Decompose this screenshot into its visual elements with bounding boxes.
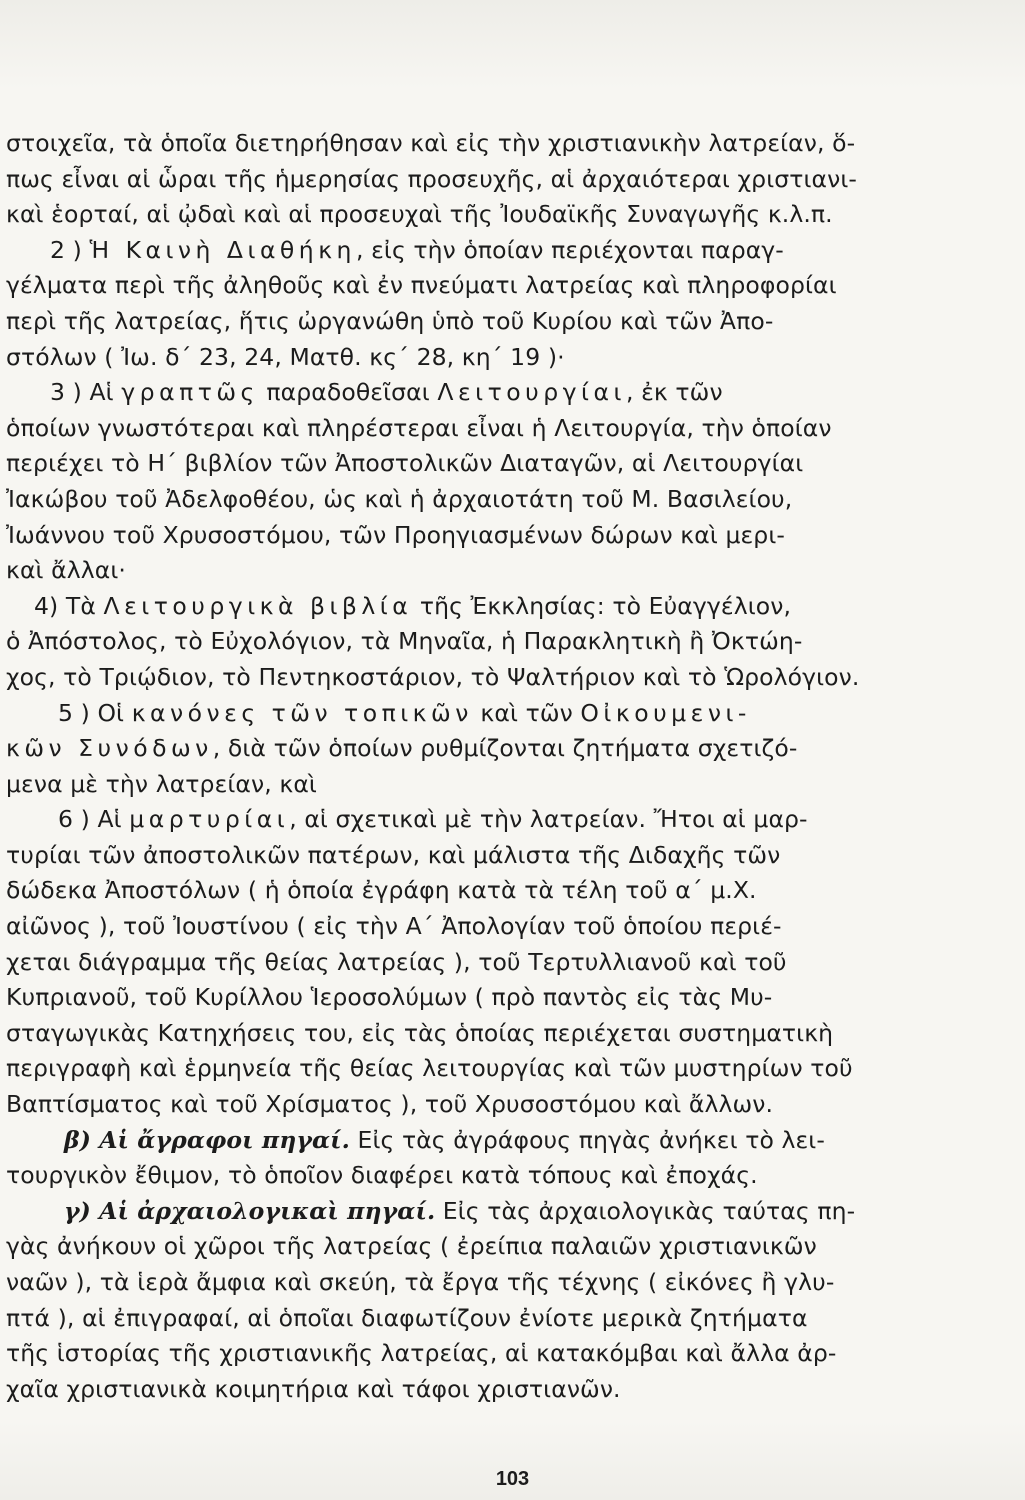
text-span: καὶ ἑορταί, αἱ ᾠδαὶ καὶ αἱ προσευχαὶ τῆς Ἰουδαϊκῆς Συναγωγῆς κ.λ.π. (6, 200, 833, 229)
text-span: γέλματα περὶ τῆς ἀληθοῦς καὶ ἐν πνεύματι λατρείας καὶ πληροφορίαι (6, 271, 837, 300)
text-line (6, 1194, 868, 1230)
text-line (6, 411, 868, 447)
text-span: , διὰ τῶν ὁποίων ρυθμίζονται ζητήματα σχετιζό- (212, 734, 798, 763)
text-line (6, 518, 868, 554)
text-span: γὰς ἀνήκουν οἱ χῶροι τῆς λατρείας ( ἐρείπια παλαιῶν χριστιανικῶν (6, 1232, 817, 1261)
text-span: στοιχεῖα, τὰ ὁποῖα διετηρήθησαν καὶ εἰς τὴν χριστιανικὴν λατρείαν, ὅ- (6, 129, 856, 157)
text-line (6, 1158, 868, 1194)
text-line (6, 553, 868, 589)
text-span: μενα μὲ τὴν λατρείαν, καὶ (6, 769, 317, 798)
text-line (6, 838, 868, 874)
text-line (6, 696, 868, 732)
text-line (6, 233, 868, 269)
text-span: , εἰς τὴν ὁποίαν περιέχονται παραγ- (355, 235, 784, 264)
text-span: πτά ), αἱ ἐπιγραφαί, αἱ ὁποῖαι διαφωτίζουν ἐνίοτε μερικὰ ζητήματα (6, 1303, 808, 1332)
text-span: Κυπριανοῦ, τοῦ Κυρίλλου Ἱεροσολύμων ( πρὸ παντὸς εἰς τὰς Μυ- (6, 983, 773, 1012)
spaced-term: Λειτουργίαι (437, 378, 626, 407)
text-span: ὁ Ἀπόστολος, τὸ Εὐχολόγιον, τὰ Μηναῖα, ἡ Παρακλητικὴ ἢ Ὀκτώη- (6, 627, 803, 656)
text-span: περιγραφὴ καὶ ἑρμηνεία τῆς θείας λειτουργίας καὶ τῶν μυστηρίων τοῦ (6, 1054, 853, 1083)
text-line (6, 767, 868, 803)
text-line (6, 482, 868, 518)
text-line (6, 1372, 868, 1408)
text-span: καὶ ἄλλαι· (6, 556, 126, 585)
text-line (6, 624, 868, 660)
spaced-term: κῶν Συνόδων (6, 734, 213, 763)
text-span: ναῶν ), τὰ ἱερὰ ἄμφια καὶ σκεύη, τὰ ἔργα τῆς τέχνης ( εἰκόνες ἢ γλυ- (6, 1268, 835, 1296)
text-line (6, 1123, 868, 1159)
text-line (6, 197, 868, 233)
text-line (6, 731, 868, 767)
text-line (6, 340, 868, 376)
text-span: δώδεκα Ἀποστόλων ( ἡ ὁποία ἐγράφη κατὰ τὰ τέλη τοῦ α΄ μ.Χ. (6, 876, 757, 905)
spaced-term: Λειτουργικὰ βιβλία (103, 591, 413, 620)
text-line (6, 446, 868, 482)
text-span: Εἰς τὰς ἀγράφους πηγὰς ἀνήκει τὸ λει- (349, 1125, 825, 1154)
text-span: 4) Τὰ (34, 591, 104, 620)
text-line (6, 802, 868, 838)
spaced-term: μαρτυρίαι (129, 805, 290, 834)
section-heading: β) Αἱ ἄγραφοι πηγαί. (64, 1125, 350, 1154)
text-line (6, 945, 868, 981)
text-line (6, 1051, 868, 1087)
text-span: Εἰς τὰς ἀρχαιολογικὰς ταύτας πη- (435, 1196, 856, 1225)
text-span: Βαπτίσματος καὶ τοῦ Χρίσματος ), τοῦ Χρυσοστόμου καὶ ἄλλων. (6, 1090, 774, 1119)
text-line (6, 1301, 868, 1337)
section-heading: γ) Αἱ ἀρχαιολογικαὶ πηγαί. (64, 1196, 436, 1225)
text-span: χεται διάγραμμα τῆς θείας λατρείας ), τοῦ Τερτυλλιανοῦ καὶ τοῦ (6, 947, 787, 976)
body-text (6, 126, 868, 1407)
text-span: , ἐκ τῶν (625, 378, 723, 407)
text-span: τουργικὸν ἔθιμον, τὸ ὁποῖον διαφέρει κατὰ τόπους καὶ ἐποχάς. (6, 1161, 758, 1190)
text-span: , αἱ σχετικαὶ μὲ τὴν λατρείαν. Ἤτοι αἱ μαρ- (289, 805, 808, 834)
text-line (6, 660, 868, 696)
text-line (6, 126, 868, 162)
text-line (6, 589, 868, 625)
text-line (6, 304, 868, 340)
text-span: τῆς ἱστορίας τῆς χριστιανικῆς λατρείας, αἱ κατακόμβαι καὶ ἄλλα ἀρ- (6, 1339, 837, 1368)
text-line (6, 1229, 868, 1265)
text-span: πως εἶναι αἱ ὧραι τῆς ἡμερησίας προσευχῆς, αἱ ἀρχαιότεραι χριστιανι- (6, 164, 857, 193)
text-span: καὶ τῶν (472, 698, 581, 727)
text-span: 2 ) (50, 235, 90, 264)
text-span: Ἰωάννου τοῦ Χρυσοστόμου, τῶν Προηγιασμένων δώρων καὶ μερι- (6, 520, 785, 549)
spaced-term: γραπτῶς (121, 378, 259, 407)
text-span: χος, τὸ Τριῴδιον, τὸ Πεντηκοστάριον, τὸ Ψαλτήριον καὶ τὸ Ὡρολόγιον. (6, 662, 860, 691)
text-line (6, 909, 868, 945)
text-span: αἰῶνος ), τοῦ Ἰουστίνου ( εἰς τὴν Α΄ Ἀπολογίαν τοῦ ὁποίου περιέ- (6, 912, 782, 941)
text-span: χαῖα χριστιανικὰ κοιμητήρια καὶ τάφοι χριστιανῶν. (6, 1374, 621, 1403)
text-span: παραδοθεῖσαι (258, 378, 438, 407)
spaced-term: κανόνες τῶν τοπικῶν (131, 698, 473, 727)
text-line (6, 873, 868, 909)
text-span: Ἰακώβου τοῦ Ἀδελφοθέου, ὡς καὶ ἡ ἀρχαιοτάτη τοῦ Μ. Βασιλείου, (6, 484, 793, 513)
text-line (6, 1016, 868, 1052)
text-span: 3 ) Αἱ (50, 378, 122, 407)
text-span: 5 ) Οἱ (58, 698, 132, 727)
text-span: τυρίαι τῶν ἀποστολικῶν πατέρων, καὶ μάλιστα τῆς Διδαχῆς τῶν (6, 840, 781, 869)
text-line (6, 1087, 868, 1123)
text-span: περὶ τῆς λατρείας, ἥτις ὠργανώθη ὑπὸ τοῦ Κυρίου καὶ τῶν Ἀπο- (6, 306, 774, 335)
text-span: 6 ) Αἱ (58, 805, 130, 834)
text-line (6, 980, 868, 1016)
page-number: 103 (495, 1468, 530, 1490)
text-span: στόλων ( Ἰω. δ΄ 23, 24, Ματθ. κς΄ 28, κη΄ 19 )· (6, 342, 565, 371)
text-line (6, 1336, 868, 1372)
text-line (6, 375, 868, 411)
text-line (6, 268, 868, 304)
text-line (6, 162, 868, 198)
text-span: σταγωγικὰς Κατηχήσεις του, εἰς τὰς ὁποίας περιέχεται συστηματικὴ (6, 1018, 834, 1047)
text-span: τῆς Ἐκκλησίας: τὸ Εὐαγγέλιον, (412, 591, 792, 620)
text-line (6, 1265, 868, 1301)
spaced-term: Οἰκουμενι- (580, 698, 751, 727)
text-span: ὁποίων γνωστότεραι καὶ πληρέστεραι εἶναι ἡ Λειτουργία, τὴν ὁποίαν (6, 413, 832, 442)
text-span: περιέχει τὸ Η΄ βιβλίον τῶν Ἀποστολικῶν Διαταγῶν, αἱ Λειτουργίαι (6, 449, 804, 478)
spaced-term: Ἡ Καινὴ Διαθήκη (89, 235, 356, 264)
